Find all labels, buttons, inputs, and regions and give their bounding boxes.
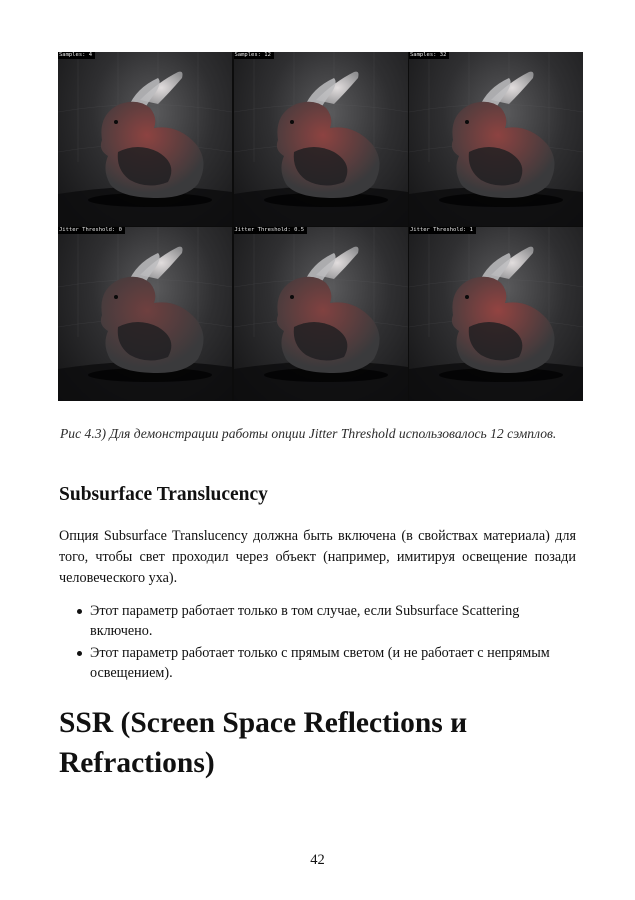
bunny-render-icon — [409, 52, 583, 226]
bullet-list — [59, 602, 579, 686]
section-paragraph: Опция Subsurface Translucency должна быть включена (в свойствах материала) для того, чтобы свет проходил через объект (например, имитируя освещение позади человеческого уха). — [59, 528, 576, 586]
bullet-icon — [77, 609, 82, 614]
render-panel — [409, 52, 583, 226]
render-panel — [409, 227, 583, 401]
page-number: 42 — [310, 852, 325, 868]
render-panel — [58, 227, 232, 401]
render-panel — [234, 227, 408, 401]
bunny-render-icon — [58, 227, 232, 401]
panel-label: Samples: 32 — [409, 52, 449, 59]
chapter-heading: SSR (Screen Space Reflections и Refractions) — [59, 707, 468, 779]
panel-label: Jitter Threshold: 1 — [409, 227, 476, 234]
panel-label: Jitter Threshold: 0 — [58, 227, 125, 234]
bunny-render-icon — [234, 52, 408, 226]
list-item-text: Этот параметр работает только с прямым светом (и не работает с непрямым освещением). — [90, 645, 550, 681]
figure-image-grid — [58, 52, 583, 401]
bunny-render-icon — [58, 52, 232, 226]
render-panel — [58, 52, 232, 226]
panel-label: Samples: 4 — [58, 52, 95, 59]
panel-label: Samples: 12 — [234, 52, 274, 59]
list-item — [59, 602, 579, 641]
list-item-text: Этот параметр работает только в том случае, если Subsurface Scattering включено. — [90, 603, 520, 639]
list-item — [59, 644, 579, 683]
figure-caption: Рис 4.3) Для демонстрации работы опции Jitter Threshold использовалось 12 сэмплов. — [60, 426, 557, 441]
bullet-icon — [77, 651, 82, 656]
bunny-render-icon — [234, 227, 408, 401]
bunny-render-icon — [409, 227, 583, 401]
section-heading: Subsurface Translucency — [59, 484, 268, 505]
render-panel — [234, 52, 408, 226]
panel-label: Jitter Threshold: 0.5 — [234, 227, 308, 234]
